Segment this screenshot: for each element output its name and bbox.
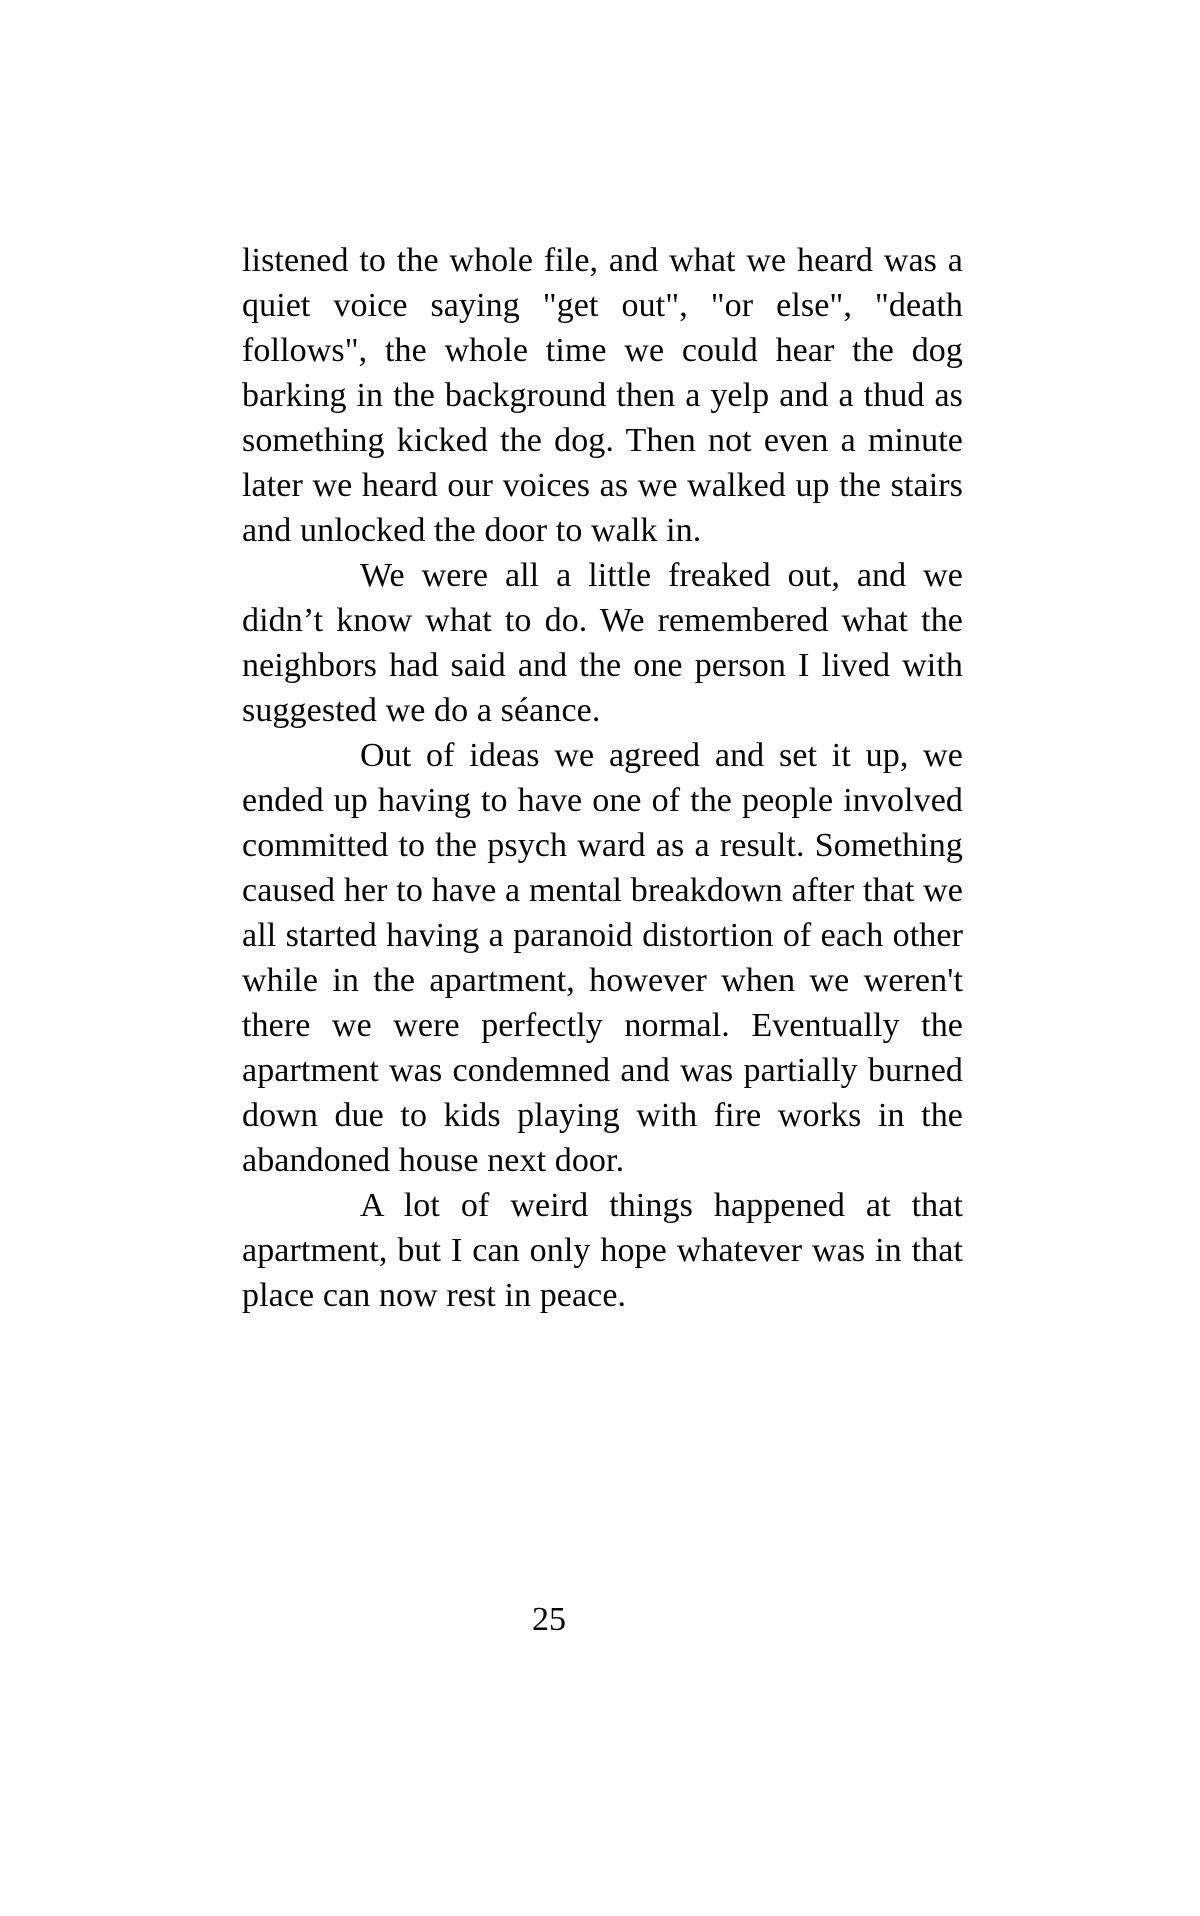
body-paragraph: A lot of weird things happened at that apartment, but I can only hope whatever was in that place can now rest in peace. [242,1187,963,1314]
body-paragraph: listened to the whole file, and what we heard was a quiet voice saying "get out", "or else", "death follows", the whole time we could hear the dog barking in the background then a yelp and a thud as something kicked the dog. Then not even a minute later we heard our voices as we walked up the stairs and unlocked the door to walk in. [242,242,963,549]
page-text [242,238,963,1318]
body-paragraph: We were all a little freaked out, and we didn’t know what to do. We remembered what the neighbors had said and the one person I lived with suggested we do a séance. [242,557,963,729]
page-number: 25 [532,1601,566,1638]
body-paragraph: Out of ideas we agreed and set it up, we ended up having to have one of the people involved committed to the psych ward as a result. Something caused her to have a mental breakdown after that we all started having a paranoid distortion of each other while in the apartment, however when we weren't there we were perfectly normal. Eventually the apartment was condemned and was partially burned down due to kids playing with fire works in the abandoned house next door. [242,737,963,1179]
